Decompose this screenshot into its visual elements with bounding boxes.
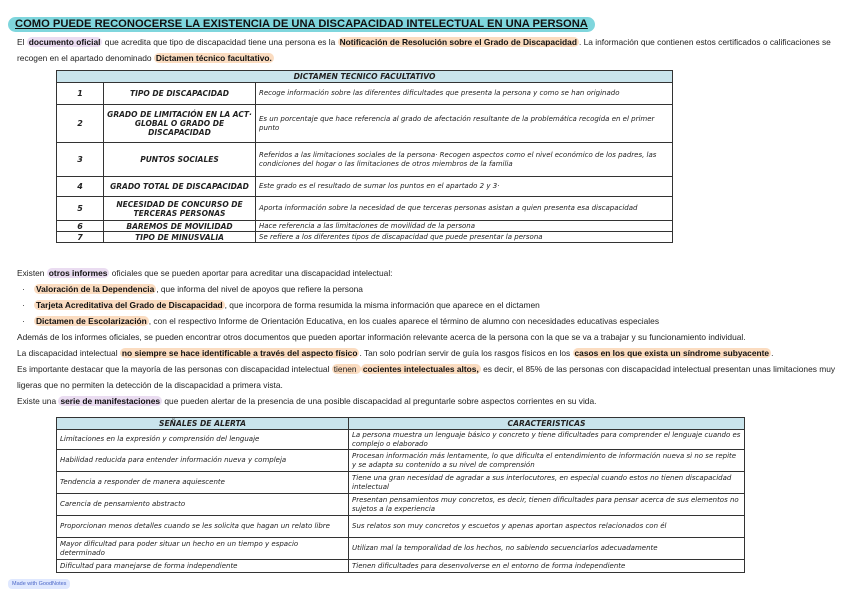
characteristic: Sus relatos son muy concretos y escuetos y apenas aportan aspectos relacionados con él (349, 516, 745, 538)
row-description: Este grado es el resultado de sumar los puntos en el apartado 2 y 3· (256, 177, 673, 197)
characteristic: Presentan pensamientos muy concretos, es decir, tienen dificultades para pensar acerca de sus elementos no sujetos a la experiencia (349, 494, 745, 516)
table-row (57, 221, 673, 232)
characteristics-header: CARACTERISTICAS (349, 418, 745, 430)
row-label: TIPO DE DISCAPACIDAD (104, 83, 256, 105)
characteristic: Tiene una gran necesidad de agradar a sus interlocutores, en especial cuando estos no tienen discapacidad intelectual (349, 472, 745, 494)
row-number: 2 (57, 105, 104, 143)
page-title: COMO PUEDE RECONOCERSE LA EXISTENCIA DE UNA DISCAPACIDAD INTELECTUAL EN UNA PERSONA (8, 17, 595, 32)
row-label: GRADO TOTAL DE DISCAPACIDAD (104, 177, 256, 197)
intro-line-2 (17, 52, 274, 64)
highlight: Tarjeta Acreditativa del Grado de Discapacidad (36, 300, 223, 310)
bullet-dot: · (22, 300, 25, 310)
highlight: documento oficial (28, 37, 101, 47)
table-row (57, 450, 745, 472)
table-row (57, 232, 673, 243)
text: La discapacidad intelectual (17, 348, 120, 358)
characteristic: Tienen dificultades para desenvolverse en el entorno de forma independiente (349, 560, 745, 573)
text: oficiales que se pueden aportar para acreditar una discapacidad intelectual: (109, 268, 393, 278)
text: que pueden alertar de la presencia de una posible discapacidad al preguntarle sobre aspectos corrientes en su vida. (162, 396, 597, 406)
warning-sign: Proporcionan menos detalles cuando se les solicita que hagan un relato libre (57, 516, 349, 538)
row-label: PUNTOS SOCIALES (104, 143, 256, 177)
table-row (57, 105, 673, 143)
highlight: no siempre se hace identificable a través del aspecto físico (121, 348, 358, 358)
highlight: otros informes (48, 268, 108, 278)
iq-line (17, 363, 835, 375)
bullet-dot: · (22, 316, 25, 326)
table-row (57, 560, 745, 573)
dictamen-table (56, 70, 673, 243)
table-row (57, 143, 673, 177)
warning-signs-header: SEÑALES DE ALERTA (57, 418, 349, 430)
text: , que informa del nivel de apoyos que refiere la persona (156, 284, 363, 294)
table-row (57, 83, 673, 105)
row-description: Se refiere a los diferentes tipos de discapacidad que puede presentar la persona (256, 232, 673, 243)
intro-line-1 (17, 36, 831, 48)
row-number: 7 (57, 232, 104, 243)
row-description: Recoge información sobre las diferentes dificultades que presenta la persona y como se han originado (256, 83, 673, 105)
bullet-dot: · (22, 284, 25, 294)
warning-sign: Habilidad reducida para entender información nueva y compleja (57, 450, 349, 472)
highlight: serie de manifestaciones (60, 396, 161, 406)
characteristic: Procesan información más lentamente, lo que dificulta el entendimiento de información nueva si no se repite y se adapta su contenido a su nivel de comprensión (349, 450, 745, 472)
text: Existe una (17, 396, 59, 406)
warning-sign: Carencia de pensamiento abstracto (57, 494, 349, 516)
bullet-item (34, 299, 540, 311)
table-row (57, 197, 673, 221)
row-label: GRADO DE LIMITACIÓN EN LA ACT· GLOBAL O GRADO DE DISCAPACIDAD (104, 105, 256, 143)
text: El (17, 37, 27, 47)
row-number: 3 (57, 143, 104, 177)
row-label: BAREMOS DE MOVILIDAD (104, 221, 256, 232)
iq-line-2: ligeras que no permiten la detección de la discapacidad a primera vista. (17, 380, 283, 390)
highlight: casos en los que exista un síndrome subyacente (574, 348, 770, 358)
other-documents-line: Además de los informes oficiales, se pueden encontrar otros documentos que pueden aportar información relevante acerca de la persona con la que se va a trabajar y su funcionamiento individual. (17, 332, 746, 342)
bullet-item (34, 283, 363, 295)
row-description: Aporta información sobre la necesidad de que terceras personas asistan a quien presenta esa discapacidad (256, 197, 673, 221)
other-reports-line (17, 267, 393, 279)
text: que acredita que tipo de discapacidad tiene una persona es la (102, 37, 338, 47)
row-description: Referidos a las limitaciones sociales de la persona· Recogen aspectos como el nivel económico de los padres, las condiciones del hogar o las limitaciones de otros miembros de la familia (256, 143, 673, 177)
warning-sign: Mayor dificultad para poder situar un hecho en un tiempo y espacio determinado (57, 538, 349, 560)
row-number: 1 (57, 83, 104, 105)
text: . La información que contienen estos certificados o calificaciones se (578, 37, 831, 47)
table-row (57, 538, 745, 560)
table-row (57, 516, 745, 538)
highlight: Valoración de la Dependencia (36, 284, 155, 294)
text: recogen en el apartado denominado (17, 53, 154, 63)
highlight: tienen (333, 364, 359, 374)
row-number: 5 (57, 197, 104, 221)
warning-sign: Tendencia a responder de manera aquiescente (57, 472, 349, 494)
goodnotes-watermark: Made with GoodNotes (8, 579, 70, 589)
text: es decir, el 85% de las personas con discapacidad intelectual presentan unas limitaciones muy (480, 364, 836, 374)
text: . Tan solo podrían servir de guía los rasgos físicos en los (359, 348, 573, 358)
row-label: NECESIDAD DE CONCURSO DE TERCERAS PERSONAS (104, 197, 256, 221)
table-row (57, 494, 745, 516)
text: , con el respectivo Informe de Orientación Educativa, en los cuales aparece el término de alumno con necesidades educativas especiales (148, 316, 660, 326)
text: , que incorpora de forma resumida la misma información que aparece en el dictamen (224, 300, 540, 310)
characteristic: La persona muestra un lenguaje básico y concreto y tiene dificultades para comprender el lenguaje cuando es complejo o elaborado (349, 430, 745, 450)
characteristic: Utilizan mal la temporalidad de los hechos, no sabiendo secuenciarlos adecuadamente (349, 538, 745, 560)
highlight: cocientes intelectuales altos, (362, 364, 479, 374)
row-number: 4 (57, 177, 104, 197)
text: . (771, 348, 774, 358)
row-description: Hace referencia a las limitaciones de movilidad de la persona (256, 221, 673, 232)
highlight: Notificación de Resolución sobre el Grado de Discapacidad (339, 37, 577, 47)
text: Es importante destacar que la mayoría de las personas con discapacidad intelectual (17, 364, 332, 374)
highlight: Dictamen de Escolarización (36, 316, 147, 326)
text: Existen (17, 268, 47, 278)
row-number: 6 (57, 221, 104, 232)
dictamen-table-header: DICTAMEN TECNICO FACULTATIVO (57, 71, 673, 83)
table-row (57, 430, 745, 450)
warning-sign: Limitaciones en la expresión y comprensión del lenguaje (57, 430, 349, 450)
physical-aspect-line (17, 347, 773, 359)
bullet-item (34, 315, 659, 327)
warning-signs-table (56, 417, 745, 573)
row-description: Es un porcentaje que hace referencia al grado de afectación resultante de la problemática recogida en el primer punto (256, 105, 673, 143)
manifestations-line (17, 395, 596, 407)
table-row (57, 472, 745, 494)
highlight: Dictamen técnico facultativo. (155, 53, 272, 63)
table-row (57, 177, 673, 197)
warning-sign: Dificultad para manejarse de forma independiente (57, 560, 349, 573)
row-label: TIPO DE MINUSVALIA (104, 232, 256, 243)
